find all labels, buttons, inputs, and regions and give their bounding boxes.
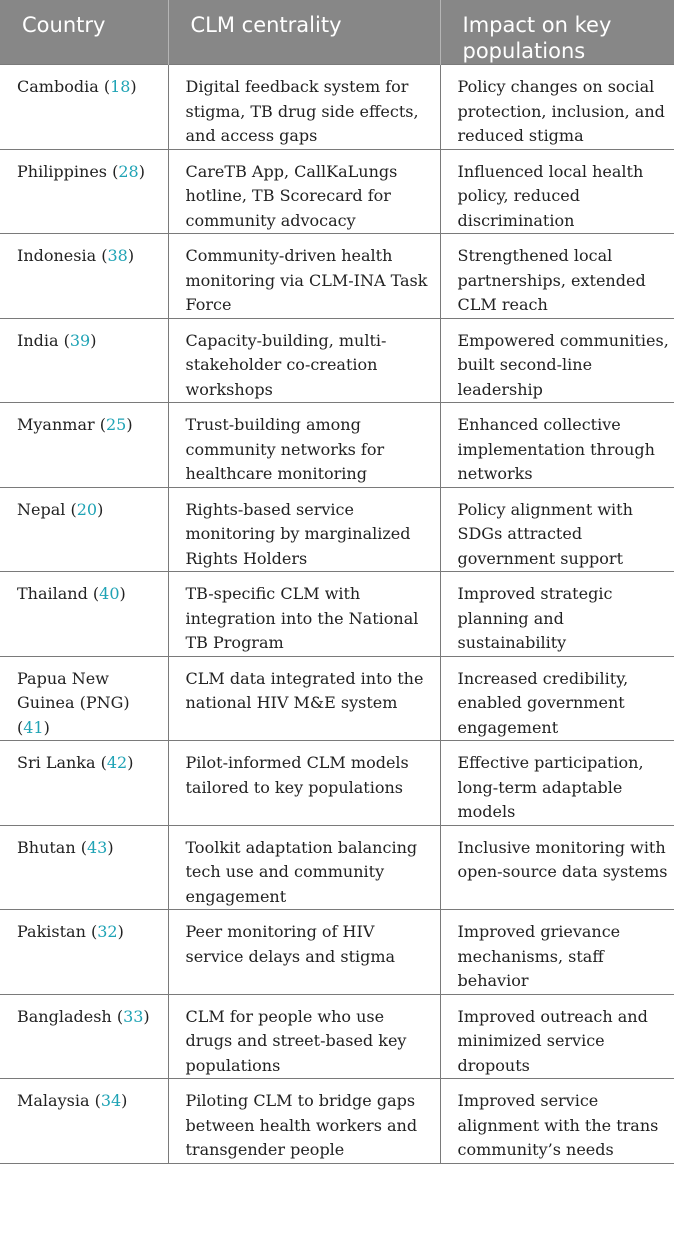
citation-link[interactable]: 32 [97,922,118,941]
country-cell: Bhutan (43) [0,825,168,910]
clm-centrality-cell: Rights-based service monitoring by marginalized Rights Holders [168,487,440,572]
country-cell: Thailand (40) [0,572,168,657]
table-row [0,318,674,403]
impact-cell: Strengthened local partnerships, extended CLM reach [440,234,674,319]
clm-centrality-cell: Pilot-informed CLM models tailored to key populations [168,741,440,826]
table-row [0,825,674,910]
country-name: Myanmar [17,415,95,434]
table-row [0,234,674,319]
clm-centrality-cell: CLM data integrated into the national HIV M&E system [168,656,440,741]
header-impact: Impact on key populations [440,0,674,65]
table-row [0,910,674,995]
impact-cell: Inclusive monitoring with open-source data systems [440,825,674,910]
impact-cell: Influenced local health policy, reduced discrimination [440,149,674,234]
country-name: Indonesia [17,246,97,265]
impact-cell: Improved grievance mechanisms, staff behavior [440,910,674,995]
header-clm-centrality: CLM centrality [168,0,440,65]
citation-link[interactable]: 18 [110,77,131,96]
clm-centrality-cell: Capacity-building, multi-stakeholder co-creation workshops [168,318,440,403]
table-row [0,65,674,150]
citation-link[interactable]: 34 [100,1091,122,1110]
table-row [0,1079,674,1164]
country-cell: Sri Lanka (42) [0,741,168,826]
citation-link[interactable]: 43 [86,837,108,857]
country-name: Malaysia [17,1091,90,1110]
citation-link[interactable]: 25 [105,415,127,434]
citation-link[interactable]: 39 [69,330,91,350]
table-row [0,994,674,1079]
clm-centrality-cell: TB-specific CLM with integration into the National TB Program [168,572,440,657]
country-cell: Papua New Guinea (PNG) (41) [0,656,168,741]
country-cell: Cambodia (18) [0,65,168,150]
clm-centrality-cell: CLM for people who use drugs and street-based key populations [168,994,440,1079]
citation-link[interactable]: 42 [106,753,128,772]
impact-cell: Enhanced collective implementation through networks [440,403,674,488]
country-cell: Philippines (28) [0,149,168,234]
country-name: Papua New Guinea (PNG) [17,668,130,712]
citation-link[interactable]: 38 [107,246,128,265]
citation-link[interactable]: 20 [76,499,98,519]
citation-link[interactable]: 40 [99,584,120,603]
impact-cell: Improved strategic planning and sustainability [440,572,674,657]
table-row [0,741,674,826]
impact-cell: Effective participation, long-term adaptable models [440,741,674,826]
country-cell: Myanmar (25) [0,403,168,488]
header-country: Country [0,0,168,65]
impact-cell: Improved outreach and minimized service dropouts [440,994,674,1079]
country-name: Pakistan [17,922,86,941]
table-row [0,572,674,657]
country-name: Bangladesh [17,1006,112,1026]
citation-link[interactable]: 41 [23,717,44,737]
country-cell: Indonesia (38) [0,234,168,319]
impact-cell: Policy alignment with SDGs attracted government support [440,487,674,572]
country-cell: Malaysia (34) [0,1079,168,1164]
country-name: Bhutan [17,837,76,857]
table-row [0,403,674,488]
impact-cell: Empowered communities, built second-line leadership [440,318,674,403]
citation-link[interactable]: 28 [118,161,139,181]
clm-centrality-cell: Digital feedback system for stigma, TB drug side effects, and access gaps [168,65,440,150]
clm-centrality-cell: Piloting CLM to bridge gaps between health workers and transgender people [168,1079,440,1164]
country-cell: India (39) [0,318,168,403]
table-row [0,149,674,234]
country-cell: Nepal (20) [0,487,168,572]
country-name: Thailand [17,584,88,603]
clm-centrality-cell: Peer monitoring of HIV service delays and stigma [168,910,440,995]
country-name: Sri Lanka [17,753,96,772]
citation-link[interactable]: 33 [123,1006,144,1026]
clm-centrality-cell: Community-driven health monitoring via CLM-INA Task Force [168,234,440,319]
clm-centrality-cell: Trust-building among community networks for healthcare monitoring [168,403,440,488]
country-cell: Bangladesh (33) [0,994,168,1079]
country-name: India [17,330,59,350]
clm-centrality-cell: CareTB App, CallKaLungs hotline, TB Scorecard for community advocacy [168,149,440,234]
clm-centrality-cell: Toolkit adaptation balancing tech use and community engagement [168,825,440,910]
impact-cell: Improved service alignment with the trans community’s needs [440,1079,674,1164]
table-row [0,656,674,741]
country-name: Nepal [17,499,66,519]
impact-cell: Policy changes on social protection, inclusion, and reduced stigma [440,65,674,150]
country-name: Philippines [17,161,108,181]
country-name: Cambodia [17,77,99,96]
impact-cell: Increased credibility, enabled government engagement [440,656,674,741]
header-row [0,0,674,65]
country-cell: Pakistan (32) [0,910,168,995]
table-row [0,487,674,572]
